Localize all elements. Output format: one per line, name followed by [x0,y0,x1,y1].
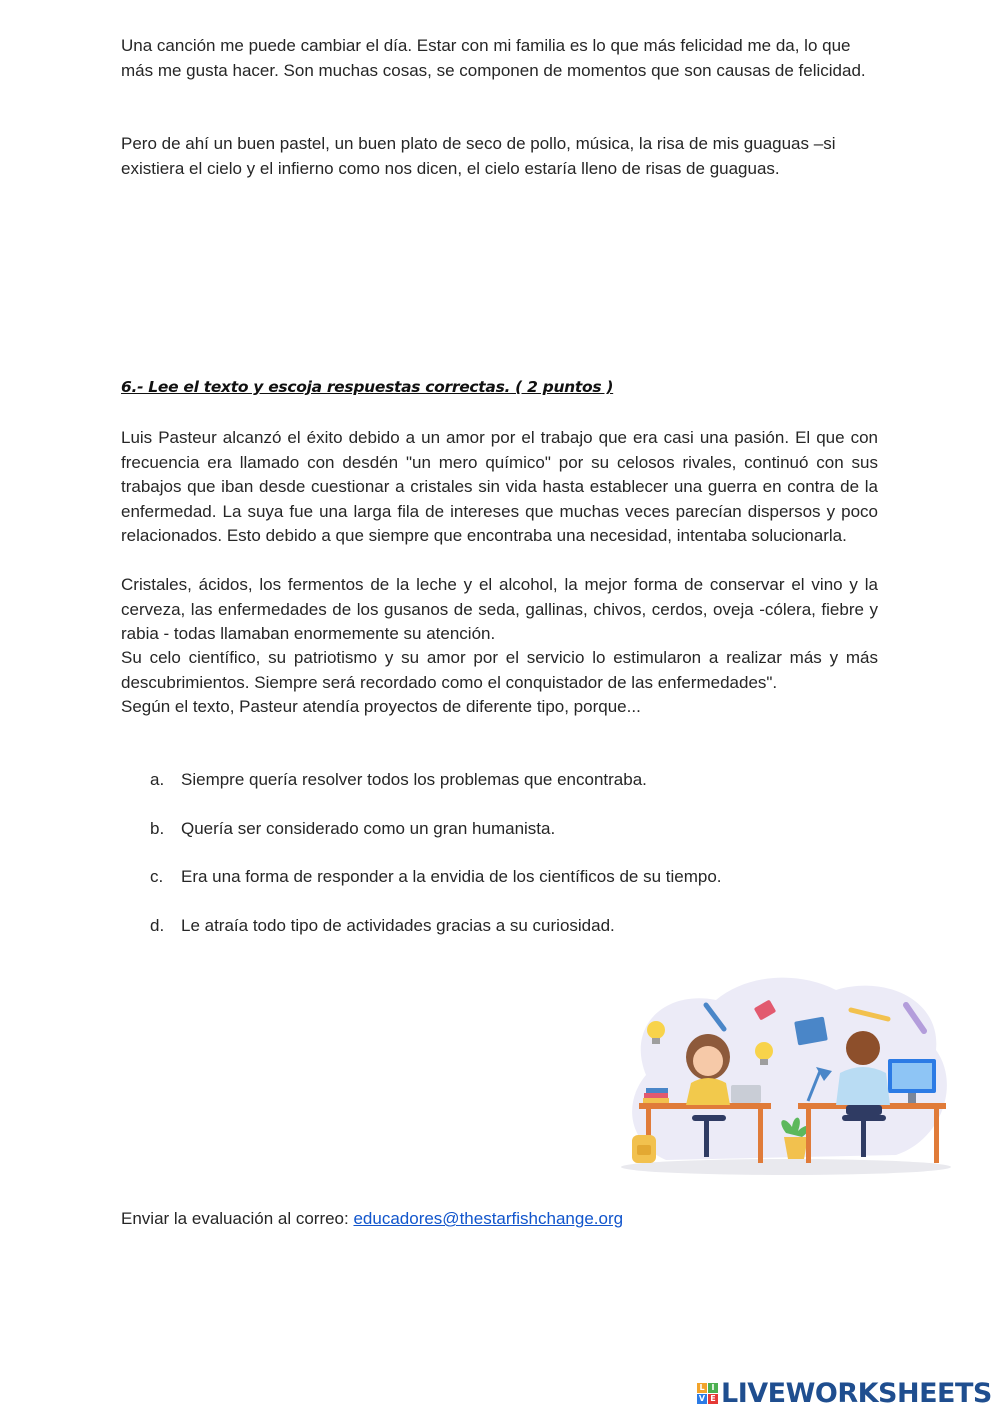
passage-paragraph-1: Luis Pasteur alcanzó el éxito debido a un amor por el trabajo que era casi una pasión. El que con frecuencia era llamado con desdén "un mero químico" por su celosos rivales, continuó con sus trabajos que iban desde cuestionar a cristales sin vida hasta establecer una guerra en contra de la enfermedad. La suya fue una larga fila de intereses que muchas veces parecían dispersos y poco relacionados. Esto debido a que siempre que encontraba una necesidad, intentaba solucionarla. [121,428,878,545]
books-stack [643,1088,669,1103]
liveworksheets-logo-icon [697,1383,718,1404]
floor-shadow [621,1159,951,1175]
logo-letter: I [708,1383,718,1393]
book-icon [794,1017,828,1046]
option-letter: d. [150,915,165,935]
option-text: Quería ser considerado como un gran humanista. [181,818,556,838]
option-text: Era una forma de responder a la envidia de los científicos de su tiempo. [181,867,722,886]
brand-name: LIVEWORKSHEETS [721,1377,992,1409]
passage-paragraph-3: Su celo científico, su patriotismo y su amor por el servicio lo estimularon a realizar más y más descubrimientos. Siempre será recordado como el conquistador de las enfermedades". [121,648,878,692]
option-letter: c. [150,867,164,886]
logo-letter: L [697,1383,707,1393]
students-studying-illustration [606,955,964,1187]
intro-paragraph-2: Pero de ahí un buen pastel, un buen plato de seco de pollo, música, la risa de mis guaguas –si existiera el cielo y el infierno como nos dicen, el cielo estaría lleno de risas de guaguas. [121,134,836,178]
option-text: Le atraía todo tipo de actividades gracias a su curiosidad. [181,915,615,935]
question-heading: 6.- Lee el texto y escoja respuestas correctas. ( 2 puntos ) [121,378,614,396]
option-text: Siempre quería resolver todos los problemas que encontraba. [181,770,647,789]
option-letter: b. [150,818,165,838]
answer-options [150,768,870,962]
option-letter: a. [150,770,165,789]
logo-letter: E [708,1394,718,1404]
footer-label: Enviar la evaluación al correo: [121,1209,354,1228]
liveworksheets-brand[interactable] [697,1377,992,1409]
logo-letter: V [698,1393,706,1403]
passage-paragraph-2: Cristales, ácidos, los fermentos de la leche y el alcohol, la mejor forma de conservar el vino y la cerveza, las enfermedades de los gusanos de seda, gallinas, chivos, cerdos, oveja -cólera, fiebre y rabia - todas llamaban enormemente su atención. [121,575,878,643]
option-b[interactable] [150,817,870,866]
question-prompt: Según el texto, Pasteur atendía proyectos de diferente tipo, porque... [121,697,641,716]
option-a[interactable] [150,768,870,817]
laptop [731,1085,761,1103]
intro-paragraph-1: Una canción me puede cambiar el día. Estar con mi familia es lo que más felicidad me da, lo que más me gusta hacer. Son muchas cosas, se componen de momentos que son causas de felicidad. [121,36,866,80]
backpack [632,1135,656,1163]
footer-line [121,1207,623,1231]
email-link[interactable]: educadores@thestarfishchange.org [353,1209,624,1228]
option-c[interactable] [150,865,870,914]
